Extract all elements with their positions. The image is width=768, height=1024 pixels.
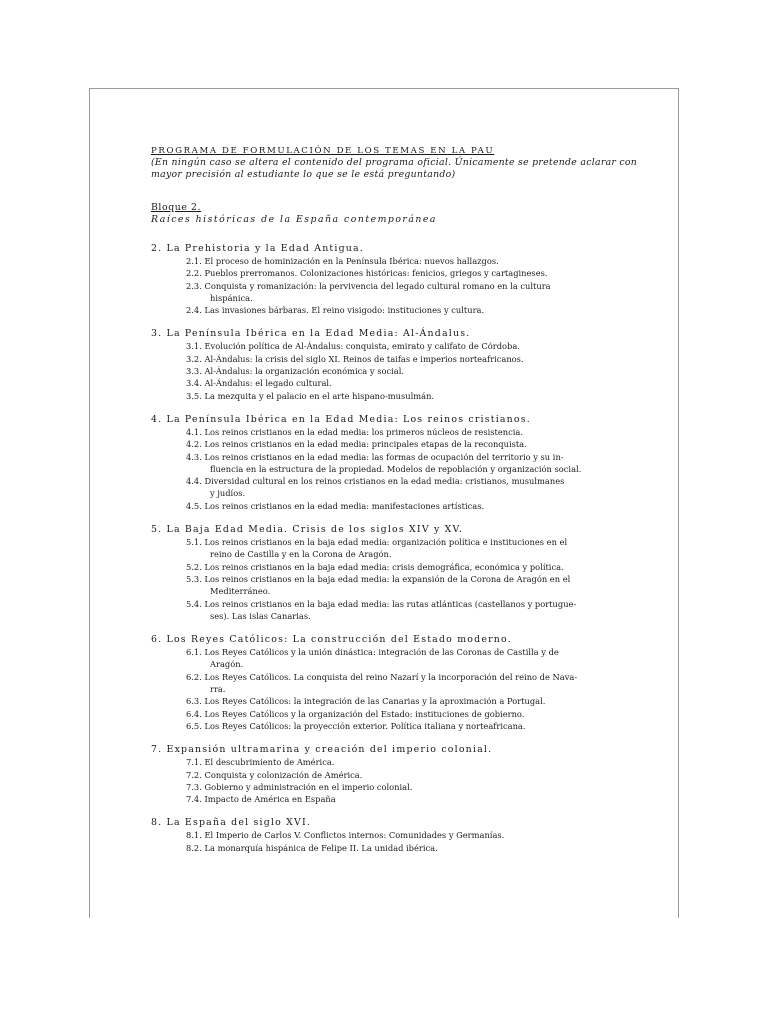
topic-item — [151, 793, 643, 805]
topic-item-continuation: hispánica. — [210, 292, 253, 303]
topic-item-text: 3.2. Al-Ándalus: la crisis del siglo XI. Reinos de taifas e imperios norteafricanos. — [186, 353, 524, 364]
topic-item-continuation: fluencia en la estructura de la propiedad. Modelos de repoblación y organización social. — [210, 463, 582, 474]
topic-item — [151, 426, 643, 438]
topic-item — [151, 671, 643, 696]
topic-item — [151, 451, 643, 476]
section-title: 6. Los Reyes Católicos: La construcción del Estado moderno. — [151, 634, 512, 646]
section-title: 5. La Baja Edad Media. Crisis de los siglos XIV y XV. — [151, 524, 464, 536]
section-title: 4. La Península Ibérica en la Edad Media: Los reinos cristianos. — [151, 413, 531, 425]
topic-item-text: 3.1. Evolución política de Al-Ándalus: conquista, emirato y califato de Córdoba. — [186, 341, 520, 352]
section — [151, 243, 643, 316]
topic-item-continuation: y judíos. — [210, 488, 246, 499]
topic-item-text: 6.2. Los Reyes Católicos. La conquista del reino Nazarí y la incorporación del reino de Nava- — [186, 671, 578, 682]
topic-item-continuation: Mediterráneo. — [210, 586, 271, 597]
topic-item — [151, 781, 643, 793]
topic-item-text: 2.1. El proceso de hominización en la Península Ibérica: nuevos hallazgos. — [186, 256, 499, 266]
topic-item — [151, 536, 643, 561]
topic-item — [151, 340, 643, 352]
topic-item-continuation: reino de Castilla y en la Corona de Aragón. — [210, 549, 392, 560]
section-title: 7. Expansión ultramarina y creación del imperio colonial. — [151, 744, 493, 756]
topic-item-text: 4.2. Los reinos cristianos en la edad media: principales etapas de la reconquista. — [186, 439, 527, 450]
topic-item-text: 6.4. Los Reyes Católicos y la organización del Estado: instituciones de gobierno. — [186, 708, 525, 719]
topic-item-text: 7.3. Gobierno y administración en el imperio colonial. — [186, 781, 413, 792]
topic-item-text: 7.1. El descubrimiento de América. — [186, 757, 335, 768]
topic-item-continuation: Aragón. — [210, 659, 244, 670]
topic-item — [151, 500, 643, 512]
topic-item — [151, 720, 643, 732]
section-title: 2. La Prehistoria y la Edad Antigua. — [151, 243, 365, 254]
topic-item — [151, 561, 643, 573]
topic-item-text: 2.2. Pueblos prerromanos. Colonizaciones históricas: fenicios, griegos y cartagineses. — [186, 268, 548, 279]
document-page — [89, 88, 679, 918]
topic-item — [151, 255, 643, 267]
topic-item-text: 4.3. Los reinos cristianos en la edad media: las formas de ocupación del territorio y su in- — [186, 451, 564, 462]
bloque-subtitle: Raíces históricas de la España contemporánea — [151, 214, 437, 225]
topic-item-text: 4.4. Diversidad cultural en los reinos cristianos en la edad media: cristianos, musulmanes — [186, 476, 565, 487]
intro-note-line-2: mayor precisión al estudiante lo que se le está preguntando) — [151, 169, 456, 180]
topic-item — [151, 695, 643, 707]
topic-item-text: 3.5. La mezquita y el palacio en el arte hispano-musulmán. — [186, 390, 435, 401]
topic-item-text: 8.2. La monarquía hispánica de Felipe II. La unidad ibérica. — [186, 842, 438, 853]
section — [151, 524, 643, 622]
topic-item-text: 4.5. Los reinos cristianos en la edad media: manifestaciones artísticas. — [186, 500, 485, 511]
section — [151, 817, 643, 854]
topic-item-text: 6.3. Los Reyes Católicos: la integración de las Canarias y la aproximación a Portugal. — [186, 696, 546, 707]
topic-item-text: 7.4. Impacto de América en España — [186, 794, 336, 805]
topic-item-continuation: ses). Las islas Canarias. — [210, 610, 311, 621]
topic-item — [151, 573, 643, 598]
topic-item — [151, 304, 643, 316]
section — [151, 414, 643, 512]
bloque-label: Bloque 2. — [151, 202, 202, 213]
topic-item-text: 2.3. Conquista y romanización: la pervivencia del legado cultural romano en la cultura — [186, 280, 551, 291]
bloque-heading — [151, 202, 643, 226]
intro-note-line-1: (En ningún caso se altera el contenido del programa oficial. Únicamente se pretende aclarar con — [151, 157, 638, 168]
topic-item-text: 3.3. Al-Ándalus: la organización económica y social. — [186, 366, 405, 377]
topic-item-text: 5.4. Los reinos cristianos en la baja edad media: las rutas atlánticas (castellanos y portugue- — [186, 598, 577, 609]
topic-item-text: 7.2. Conquista y colonización de América. — [186, 769, 363, 780]
topic-item-text: 5.2. Los reinos cristianos en la baja edad media: crisis demográfica, económica y política. — [186, 561, 564, 572]
topic-item — [151, 438, 643, 450]
topic-item-text: 2.4. Las invasiones bárbaras. El reino visigodo: instituciones y cultura. — [186, 305, 485, 316]
topic-item — [151, 267, 643, 279]
topic-item — [151, 475, 643, 500]
document-title: PROGRAMA DE FORMULACIÓN DE LOS TEMAS EN LA PAU — [151, 146, 495, 156]
page-content — [151, 145, 643, 854]
topic-item-text: 5.3. Los reinos cristianos en la baja edad media: la expansión de la Corona de Aragón en el — [186, 573, 571, 584]
topic-item — [151, 377, 643, 389]
topic-item-text: 4.1. Los reinos cristianos en la edad media: los primeros núcleos de resistencia. — [186, 426, 523, 437]
topic-item — [151, 598, 643, 623]
section-title: 8. La España del siglo XVI. — [151, 817, 312, 829]
topic-item — [151, 708, 643, 720]
sections-list — [151, 243, 643, 854]
topic-item — [151, 842, 643, 854]
section — [151, 744, 643, 805]
topic-item — [151, 829, 643, 841]
topic-item-text: 3.4. Al-Ándalus: el legado cultural. — [186, 378, 332, 389]
section-title: 3. La Península Ibérica en la Edad Media: Al-Ándalus. — [151, 328, 471, 340]
topic-item — [151, 390, 643, 402]
topic-item — [151, 365, 643, 377]
topic-item-text: 5.1. Los reinos cristianos en la baja edad media: organización política e instituciones en el — [186, 537, 568, 548]
topic-item-continuation: rra. — [210, 684, 226, 695]
topic-item — [151, 646, 643, 671]
topic-item-text: 6.1. Los Reyes Católicos y la unión dinástica: integración de las Coronas de Castilla y de — [186, 647, 559, 658]
section — [151, 634, 643, 732]
topic-item — [151, 756, 643, 768]
topic-item — [151, 769, 643, 781]
topic-item — [151, 280, 643, 305]
topic-item-text: 6.5. Los Reyes Católicos: la proyección exterior. Política italiana y norteafricana. — [186, 720, 526, 731]
section — [151, 328, 643, 401]
topic-item-text: 8.1. El Imperio de Carlos V. Conflictos internos: Comunidades y Germanías. — [186, 830, 505, 841]
topic-item — [151, 353, 643, 365]
